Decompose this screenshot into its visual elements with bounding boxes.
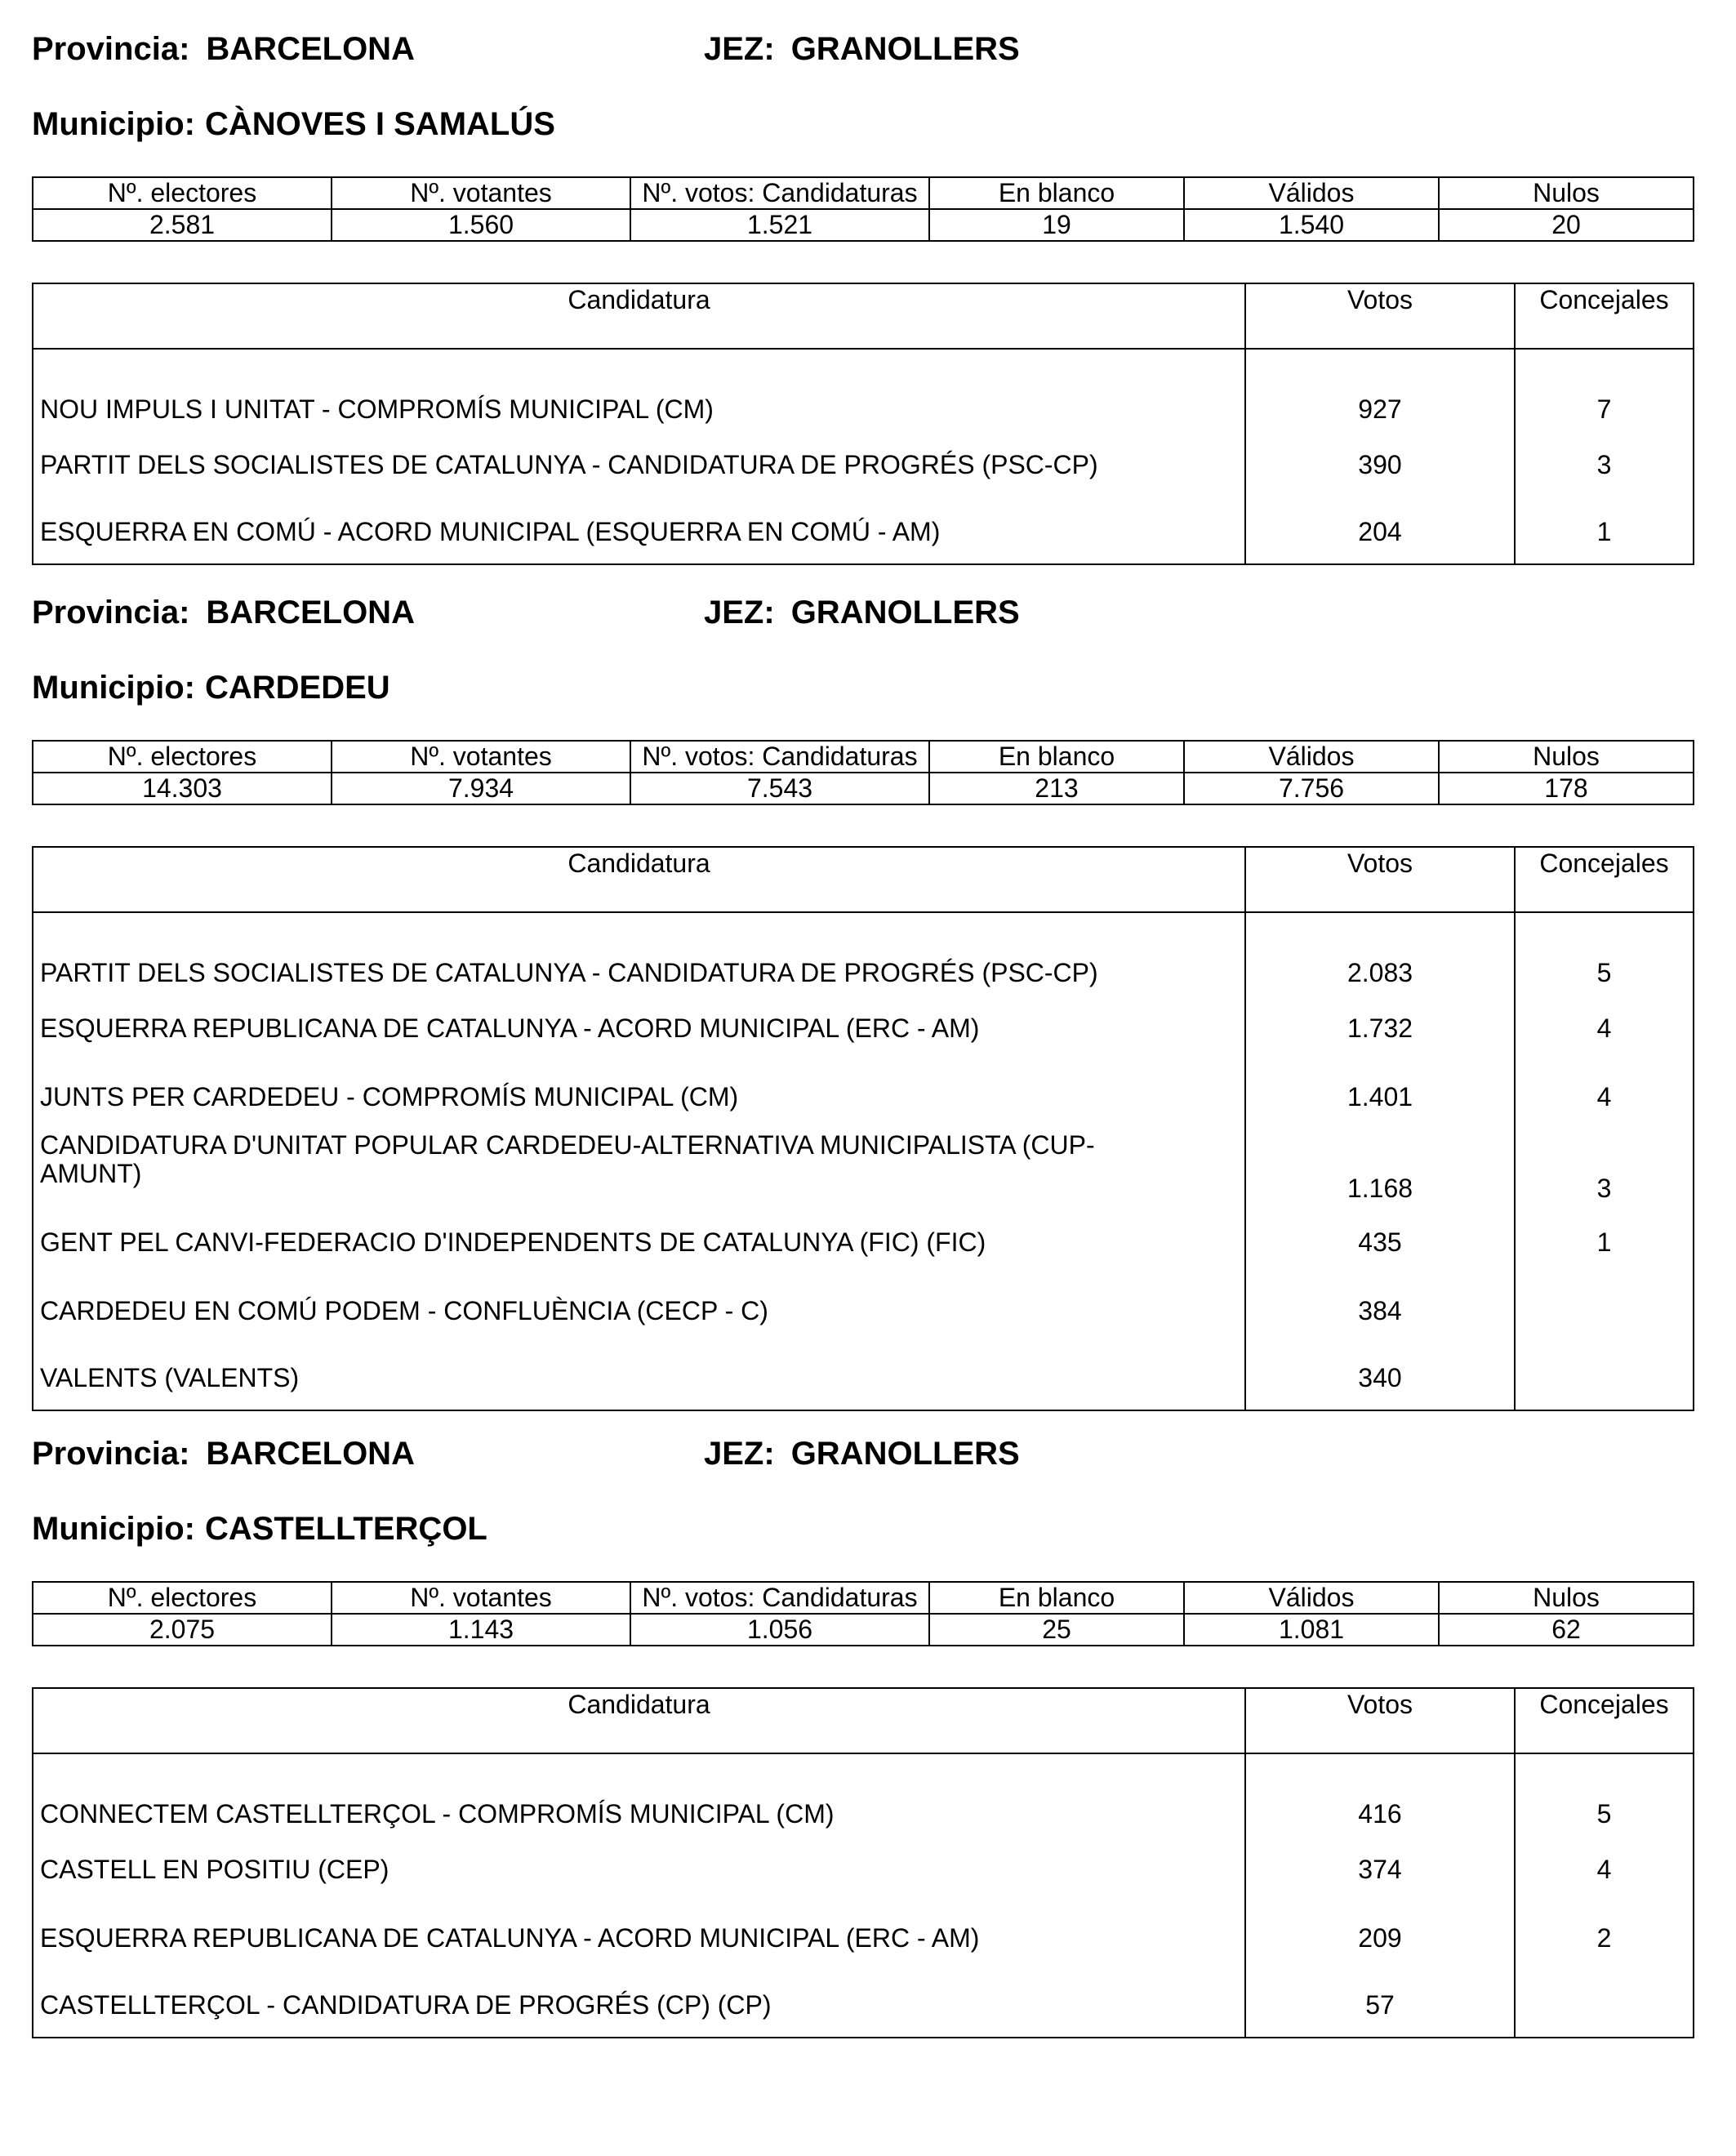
cand-concejales [1515, 1276, 1694, 1345]
votos-header: Votos [1245, 1688, 1515, 1753]
votantes-header: Nº. votantes [332, 1582, 630, 1614]
candidaturas-table [32, 846, 1694, 1411]
table-row [33, 430, 1694, 499]
candidaturas-table [32, 283, 1694, 565]
blanco-value: 25 [929, 1614, 1184, 1646]
cand-votos: 1.732 [1245, 994, 1515, 1062]
stats-table [32, 1581, 1694, 1646]
cand-votos: 340 [1245, 1345, 1515, 1410]
candidaturas-table [32, 1687, 1694, 2038]
cand-votos: 416 [1245, 1753, 1515, 1835]
validos-value: 7.756 [1184, 773, 1439, 804]
municipio-label: Municipio: [32, 670, 195, 706]
blanco-header: En blanco [929, 177, 1184, 209]
votos-header: Votos [1245, 847, 1515, 912]
cand-concejales: 2 [1515, 1904, 1694, 1972]
provincia-label: Provincia: [32, 1436, 190, 1472]
cand-name: CARDEDEU EN COMÚ PODEM - CONFLUÈNCIA (CECP - C) [33, 1276, 1245, 1345]
table-row [33, 1345, 1694, 1410]
table-row [33, 349, 1694, 430]
provincia-label: Provincia: [32, 595, 190, 630]
cand-name: NOU IMPULS I UNITAT - COMPROMÍS MUNICIPAL (CM) [33, 349, 1245, 430]
candidatura-header: Candidatura [33, 1688, 1245, 1753]
jez-heading [704, 595, 1020, 631]
cand-concejales: 5 [1515, 1753, 1694, 1835]
jez-label: JEZ: [704, 595, 775, 630]
municipio-heading [32, 1511, 487, 1548]
votos-header: Votos [1245, 283, 1515, 349]
validos-header: Válidos [1184, 1582, 1439, 1614]
table-row [33, 499, 1694, 564]
blanco-header: En blanco [929, 741, 1184, 773]
electores-header: Nº. electores [33, 177, 332, 209]
cand-name: PARTIT DELS SOCIALISTES DE CATALUNYA - CANDIDATURA DE PROGRÉS (PSC-CP) [33, 912, 1245, 994]
candidatura-header: Candidatura [33, 283, 1245, 349]
electores-value: 2.075 [33, 1614, 332, 1646]
cand-votos: 1.168 [1245, 1131, 1515, 1208]
cand-name: JUNTS PER CARDEDEU - COMPROMÍS MUNICIPAL (CM) [33, 1062, 1245, 1131]
cand-concejales: 1 [1515, 1208, 1694, 1276]
table-row [33, 912, 1694, 994]
provincia-heading [32, 595, 415, 631]
electores-header: Nº. electores [33, 741, 332, 773]
jez-value: GRANOLLERS [790, 595, 1020, 630]
jez-label: JEZ: [704, 31, 775, 67]
provincia-value: BARCELONA [206, 31, 415, 67]
cand-name: ESQUERRA REPUBLICANA DE CATALUNYA - ACORD MUNICIPAL (ERC - AM) [33, 994, 1245, 1062]
municipio-value: CARDEDEU [204, 670, 390, 706]
municipio-heading [32, 670, 390, 706]
cand-concejales: 1 [1515, 499, 1694, 564]
cand-votos: 1.401 [1245, 1062, 1515, 1131]
table-row [33, 1062, 1694, 1131]
provincia-heading [32, 1436, 415, 1472]
electores-value: 14.303 [33, 773, 332, 804]
jez-heading [704, 1436, 1020, 1472]
table-row [33, 1208, 1694, 1276]
cand-votos: 390 [1245, 430, 1515, 499]
cand-name: ESQUERRA EN COMÚ - ACORD MUNICIPAL (ESQUERRA EN COMÚ - AM) [33, 499, 1245, 564]
votos-cand-header: Nº. votos: Candidaturas [630, 741, 929, 773]
validos-value: 1.540 [1184, 209, 1439, 241]
votantes-value: 7.934 [332, 773, 630, 804]
municipio-value: CÀNOVES I SAMALÚS [204, 106, 555, 142]
blanco-value: 19 [929, 209, 1184, 241]
jez-value: GRANOLLERS [790, 1436, 1020, 1472]
cand-votos: 209 [1245, 1904, 1515, 1972]
cand-votos: 374 [1245, 1835, 1515, 1904]
jez-value: GRANOLLERS [790, 31, 1020, 67]
stats-value-row [33, 1614, 1694, 1646]
cand-concejales: 4 [1515, 1062, 1694, 1131]
provincia-value: BARCELONA [206, 595, 415, 630]
candidatura-header: Candidatura [33, 847, 1245, 912]
cand-name: CASTELL EN POSITIU (CEP) [33, 1835, 1245, 1904]
jez-heading [704, 31, 1020, 68]
votantes-value: 1.143 [332, 1614, 630, 1646]
table-row [33, 1753, 1694, 1835]
cand-concejales: 3 [1515, 430, 1694, 499]
votos-cand-value: 7.543 [630, 773, 929, 804]
validos-header: Válidos [1184, 741, 1439, 773]
nulos-value: 62 [1439, 1614, 1694, 1646]
provincia-label: Provincia: [32, 31, 190, 67]
blanco-header: En blanco [929, 1582, 1184, 1614]
table-row [33, 1835, 1694, 1904]
nulos-header: Nulos [1439, 177, 1694, 209]
validos-header: Válidos [1184, 177, 1439, 209]
jez-label: JEZ: [704, 1436, 775, 1472]
validos-value: 1.081 [1184, 1614, 1439, 1646]
cand-name: CONNECTEM CASTELLTERÇOL - COMPROMÍS MUNICIPAL (CM) [33, 1753, 1245, 1835]
municipio-label: Municipio: [32, 106, 195, 142]
table-row [33, 994, 1694, 1062]
cand-concejales: 5 [1515, 912, 1694, 994]
nulos-value: 20 [1439, 209, 1694, 241]
stats-table [32, 176, 1694, 242]
cand-votos: 927 [1245, 349, 1515, 430]
cand-name: PARTIT DELS SOCIALISTES DE CATALUNYA - CANDIDATURA DE PROGRÉS (PSC-CP) [33, 430, 1245, 499]
cand-concejales: 4 [1515, 994, 1694, 1062]
municipio-label: Municipio: [32, 1511, 195, 1547]
municipio-value: CASTELLTERÇOL [204, 1511, 487, 1547]
stats-header-row [33, 1582, 1694, 1614]
cand-header-row [33, 283, 1694, 349]
cand-concejales [1515, 1345, 1694, 1410]
votantes-header: Nº. votantes [332, 177, 630, 209]
nulos-header: Nulos [1439, 741, 1694, 773]
concejales-header: Concejales [1515, 847, 1694, 912]
table-row [33, 1276, 1694, 1345]
cand-votos: 57 [1245, 1972, 1515, 2038]
votantes-value: 1.560 [332, 209, 630, 241]
cand-votos: 435 [1245, 1208, 1515, 1276]
provincia-heading [32, 31, 415, 68]
cand-header-row [33, 1688, 1694, 1753]
votos-cand-value: 1.521 [630, 209, 929, 241]
concejales-header: Concejales [1515, 283, 1694, 349]
blanco-value: 213 [929, 773, 1184, 804]
nulos-header: Nulos [1439, 1582, 1694, 1614]
table-row [33, 1972, 1694, 2038]
cand-name: ESQUERRA REPUBLICANA DE CATALUNYA - ACORD MUNICIPAL (ERC - AM) [33, 1904, 1245, 1972]
provincia-value: BARCELONA [206, 1436, 415, 1472]
cand-name: CANDIDATURA D'UNITAT POPULAR CARDEDEU-ALTERNATIVA MUNICIPALISTA (CUP-AMUNT) [33, 1131, 1245, 1208]
cand-concejales [1515, 1972, 1694, 2038]
cand-concejales: 7 [1515, 349, 1694, 430]
cand-votos: 204 [1245, 499, 1515, 564]
table-row [33, 1131, 1694, 1208]
stats-value-row [33, 209, 1694, 241]
cand-name: CASTELLTERÇOL - CANDIDATURA DE PROGRÉS (CP) (CP) [33, 1972, 1245, 2038]
cand-concejales: 3 [1515, 1131, 1694, 1208]
table-row [33, 1904, 1694, 1972]
votos-cand-header: Nº. votos: Candidaturas [630, 1582, 929, 1614]
electores-value: 2.581 [33, 209, 332, 241]
cand-name: VALENTS (VALENTS) [33, 1345, 1245, 1410]
cand-name: GENT PEL CANVI-FEDERACIO D'INDEPENDENTS DE CATALUNYA (FIC) (FIC) [33, 1208, 1245, 1276]
cand-concejales: 4 [1515, 1835, 1694, 1904]
municipio-heading [32, 106, 555, 143]
votos-cand-header: Nº. votos: Candidaturas [630, 177, 929, 209]
nulos-value: 178 [1439, 773, 1694, 804]
electores-header: Nº. electores [33, 1582, 332, 1614]
stats-header-row [33, 177, 1694, 209]
votantes-header: Nº. votantes [332, 741, 630, 773]
stats-table [32, 740, 1694, 805]
votos-cand-value: 1.056 [630, 1614, 929, 1646]
cand-header-row [33, 847, 1694, 912]
concejales-header: Concejales [1515, 1688, 1694, 1753]
stats-value-row [33, 773, 1694, 804]
cand-votos: 2.083 [1245, 912, 1515, 994]
stats-header-row [33, 741, 1694, 773]
cand-votos: 384 [1245, 1276, 1515, 1345]
